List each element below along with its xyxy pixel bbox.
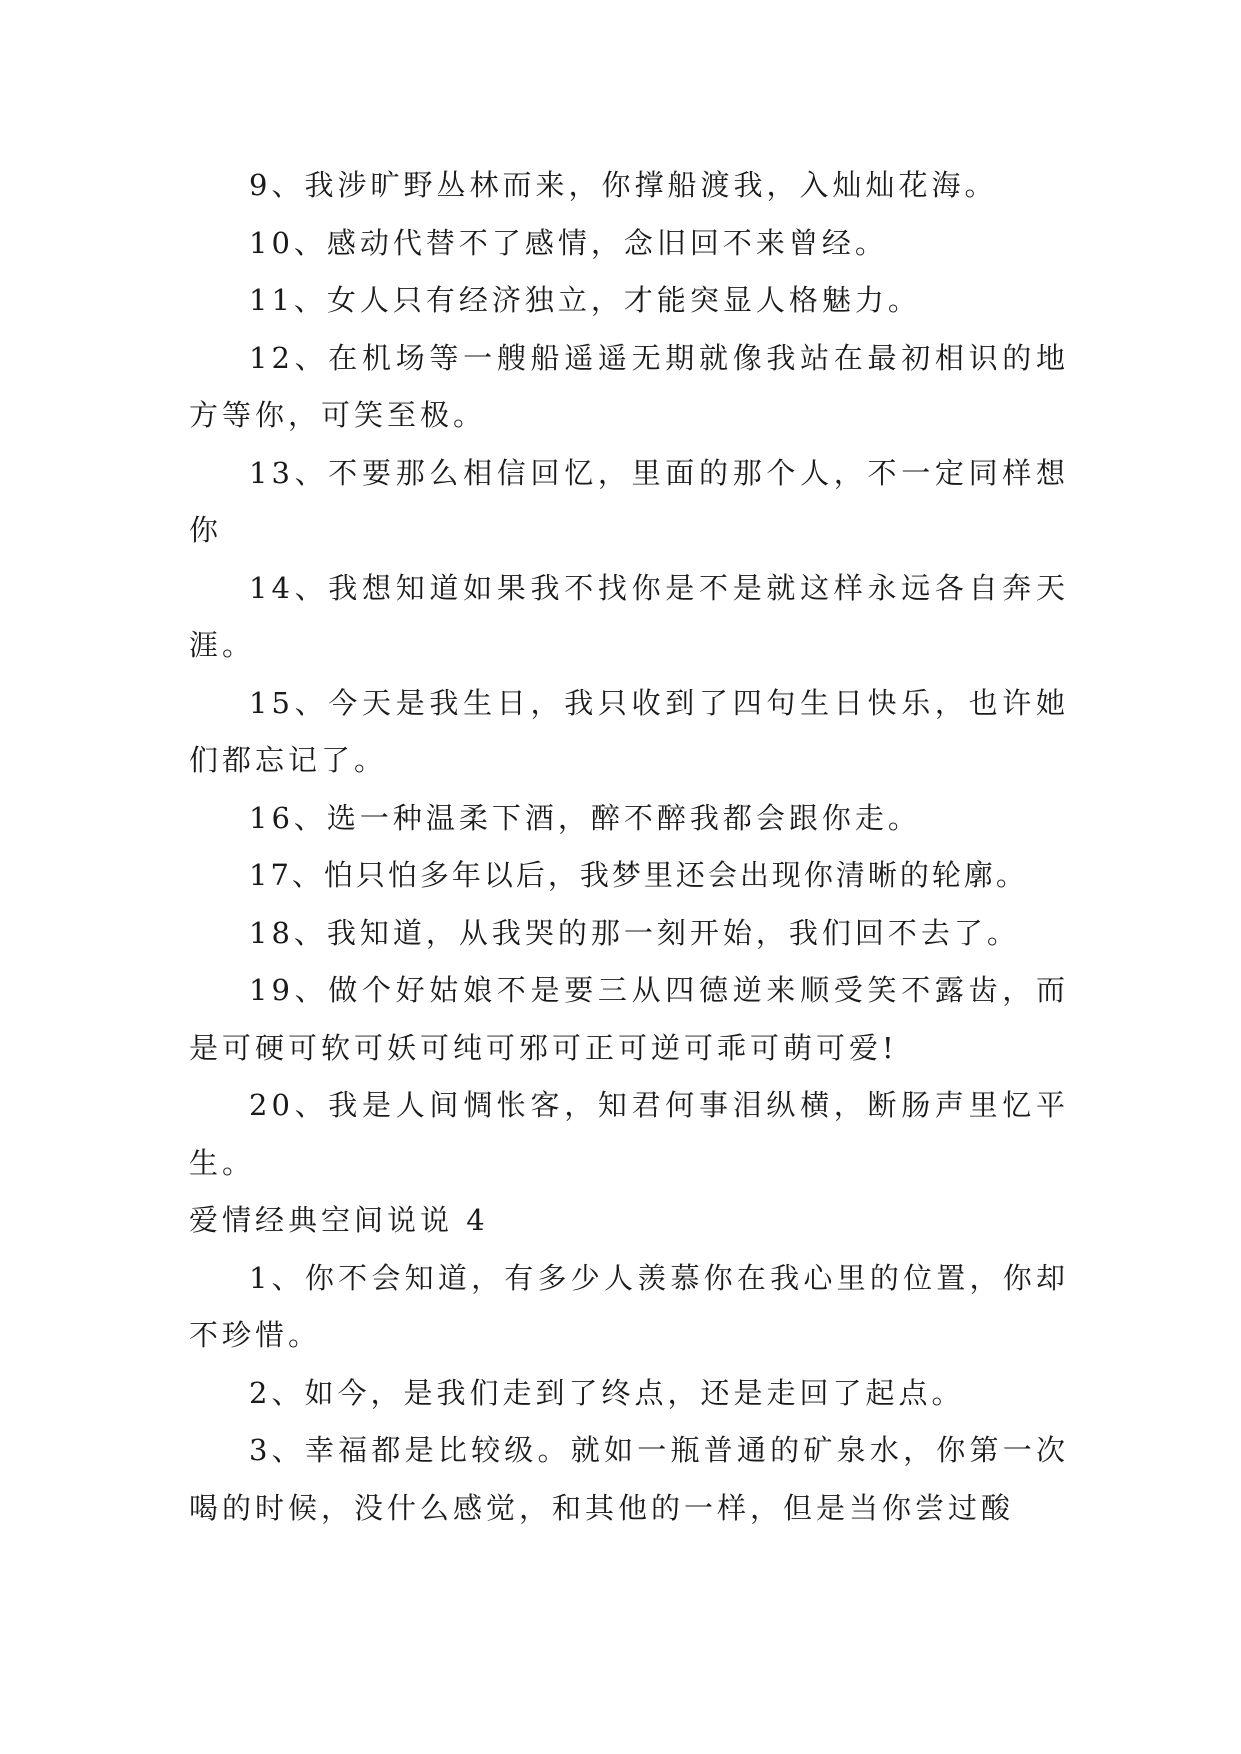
paragraph-s4-1: 1、你不会知道，有多少人羡慕你在我心里的位置，你却不珍惜。 xyxy=(189,1260,1069,1352)
paragraph-s4-2: 2、如今，是我们走到了终点，还是走回了起点。 xyxy=(249,1375,965,1410)
paragraph-11: 11、女人只有经济独立，才能突显人格魅力。 xyxy=(249,283,921,317)
paragraph-s4-3: 3、幸福都是比较级。就如一瓶普通的矿泉水，你第一次喝的时候，没什么感觉，和其他的一样，但是当你尝过酸 xyxy=(189,1433,1069,1525)
section-heading: 爱情经典空间说说 4 xyxy=(189,1203,489,1237)
paragraph-18: 18、我知道，从我哭的那一刻开始，我们回不去了。 xyxy=(249,915,1020,950)
paragraph-17: 17、怕只怕多年以后，我梦里还会出现你清晰的轮廓。 xyxy=(249,858,1028,892)
paragraph-19: 19、做个好姑娘不是要三从四德逆来顺受笑不露齿，而是可硬可软可妖可纯可邪可正可逆可乖可萌可爱! xyxy=(189,973,1069,1065)
document-body xyxy=(189,157,1069,1537)
paragraph-15: 15、今天是我生日，我只收到了四句生日快乐，也许她们都忘记了。 xyxy=(189,685,1069,777)
paragraph-10: 10、感动代替不了感情，念旧回不来曾经。 xyxy=(249,225,888,260)
paragraph-12: 12、在机场等一艘船遥遥无期就像我站在最初相识的地方等你，可笑至极。 xyxy=(189,340,1069,432)
paragraph-16: 16、选一种温柔下酒，醉不醉我都会跟你走。 xyxy=(249,800,921,835)
paragraph-14: 14、我想知道如果我不找你是不是就这样永远各自奔天涯。 xyxy=(189,570,1069,662)
paragraph-13: 13、不要那么相信回忆，里面的那个人，不一定同样想你 xyxy=(189,455,1069,547)
paragraph-9: 9、我涉旷野丛林而来，你撑船渡我，入灿灿花海。 xyxy=(249,168,998,202)
paragraph-20: 20、我是人间惆怅客，知君何事泪纵横，断肠声里忆平生。 xyxy=(189,1088,1069,1180)
